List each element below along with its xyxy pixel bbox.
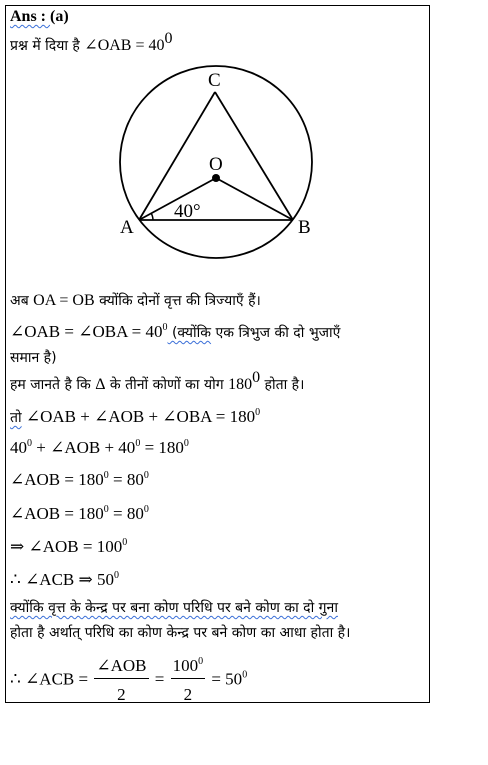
line-2-text — [168, 325, 341, 341]
line-6-s2: 0 — [135, 438, 141, 449]
line-8-s1: 0 — [103, 504, 109, 515]
line-13-eq: = — [154, 669, 169, 689]
line-8-a: ∠AOB = 180 — [10, 504, 104, 523]
line-13-sup: 0 — [242, 669, 248, 681]
line-4-text-c: होता है। — [260, 377, 305, 393]
fraction-100 — [171, 656, 206, 705]
line-6-a: 40 — [10, 438, 27, 457]
fraction-aob-den: 2 — [117, 685, 126, 704]
fraction-aob — [94, 656, 148, 705]
line-13-b: = 50 — [211, 669, 243, 689]
radius-ob — [216, 178, 293, 220]
line-3 — [10, 348, 57, 368]
line-2-text-a: (क्योंकि — [167, 325, 212, 341]
line-7-a: ∠AOB = 180 — [10, 470, 104, 489]
line-11 — [10, 598, 338, 618]
circle-figure — [0, 0, 488, 270]
line-6-s1: 0 — [27, 438, 32, 449]
line-4-num: 180 — [228, 376, 253, 393]
line-4-text-b: के तीनों कोणों का योग — [105, 377, 229, 393]
line-2 — [10, 322, 340, 343]
fraction-aob-num: ∠AOB — [94, 656, 148, 679]
line-12 — [10, 623, 350, 643]
line-7-s1: 0 — [103, 470, 109, 481]
line-8 — [10, 504, 149, 524]
angle-arc — [151, 213, 153, 220]
line-4-sup: 0 — [252, 369, 261, 386]
center-dot — [212, 174, 220, 182]
fraction-100-den: 2 — [183, 685, 193, 704]
line-8-s2: 0 — [143, 504, 149, 515]
line-4-delta: Δ — [95, 376, 106, 393]
line-9 — [10, 537, 127, 557]
line-6-s3: 0 — [183, 438, 189, 449]
line-6-c: = 180 — [140, 438, 184, 457]
label-b: B — [298, 217, 311, 238]
line-1-prefix: अब — [10, 293, 34, 309]
ans-prefix: Ans : — [10, 8, 51, 25]
line-13 — [10, 656, 247, 705]
line-2-sup: 0 — [162, 322, 168, 333]
line-12-text: होता है अर्थात् परिधि का कोण केन्द्र पर बने कोण का आधा होता है। — [10, 625, 351, 641]
given-text: प्रश्न में दिया है — [10, 38, 85, 54]
line-7 — [10, 470, 149, 490]
chord-bc — [215, 92, 293, 220]
line-6 — [10, 438, 189, 458]
fraction-100-num-value: 100 — [172, 656, 199, 675]
line-5-to: तो — [10, 410, 22, 426]
line-13-a: ∴ ∠ACB = — [10, 669, 93, 689]
line-4-text-a: हम जानते है कि — [10, 377, 96, 393]
line-7-s2: 0 — [143, 470, 149, 481]
line-1 — [10, 291, 261, 311]
line-5-math: ∠OAB + ∠AOB + ∠OBA = 180 — [21, 407, 256, 426]
label-o: O — [209, 154, 223, 175]
line-9-a: ⇒ ∠AOB = 100 — [10, 537, 123, 556]
given-sup: 0 — [164, 30, 173, 47]
line-10-s1: 0 — [114, 570, 120, 581]
ans-option: (a) — [50, 8, 69, 25]
line-4 — [10, 369, 305, 395]
line-11-text: क्योंकि वृत्त के केन्द्र पर बना कोण परिधि पर बने कोण का दो गुना — [10, 600, 338, 616]
line-9-s1: 0 — [122, 537, 128, 548]
line-1-math: OA = OB — [33, 292, 95, 309]
line-2-text-b: एक त्रिभुज की दो भुजाएँ — [211, 325, 341, 341]
label-a: A — [120, 217, 134, 238]
line-5 — [10, 407, 260, 428]
line-3-text: समान है) — [10, 350, 57, 366]
angle-label: 40° — [174, 201, 201, 222]
line-1-text: क्योंकि दोनों वृत्त की त्रिज्याएँ हैं। — [94, 293, 261, 309]
line-10-a: ∴ ∠ACB ⇒ 50 — [10, 570, 115, 589]
label-c: C — [208, 70, 221, 91]
line-2-math: ∠OAB = ∠OBA = 40 — [10, 322, 163, 341]
fraction-100-num — [171, 656, 206, 679]
line-8-b: = 80 — [108, 504, 144, 523]
given-angle: ∠OAB = 40 — [84, 37, 165, 54]
line-5-sup: 0 — [255, 407, 261, 418]
line-7-b: = 80 — [108, 470, 144, 489]
line-10 — [10, 570, 119, 590]
line-6-b: + ∠AOB + 40 — [32, 438, 136, 457]
fraction-100-num-sup: 0 — [198, 656, 204, 667]
